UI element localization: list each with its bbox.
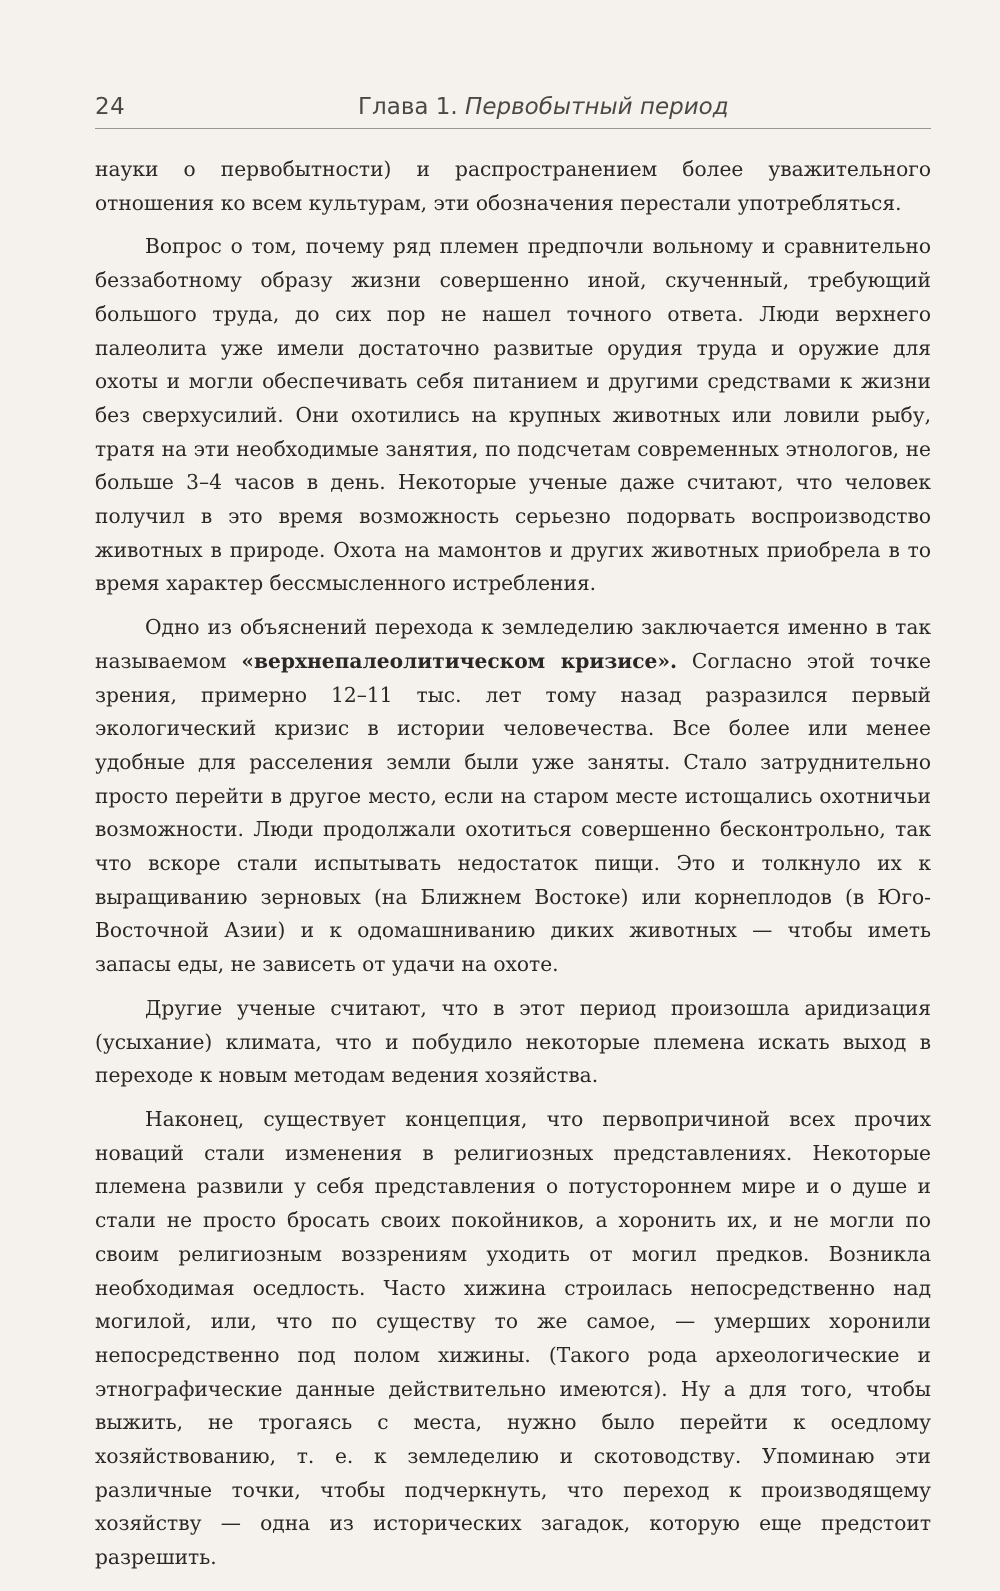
- page-number: 24: [95, 94, 126, 120]
- running-header: [95, 92, 931, 129]
- paragraph-text: Одно из объяснений перехода к земледелию заключается именно в так называемом: [95, 615, 931, 673]
- chapter-heading: [358, 94, 729, 120]
- paragraph: [95, 611, 931, 982]
- chapter-label: Глава 1.: [358, 94, 458, 120]
- chapter-title: Первобытный период: [465, 94, 729, 120]
- paragraph: Вопрос о том, почему ряд племен предпочли вольному и сравнительно беззаботному образу жизни совершенно иной, скученный, требующий большого труда, до сих пор не нашел точного ответа. Люди верхнего палеолита уже имели достаточно развитые орудия труда и оружие для охоты и могли обеспечивать себя питанием и другими средствами к жизни без сверхусилий. Они охотились на крупных животных или ловили рыбу, тратя на эти необходимые занятия, по подсчетам современных этнологов, не больше 3–4 часов в день. Некоторые ученые даже считают, что человек получил в это время возможность серьезно подорвать воспроизводство животных в природе. Охота на мамонтов и других животных приобрела в то время характер бессмысленного истребления.: [95, 234, 931, 596]
- paragraph: Наконец, существует концепция, что первопричиной всех прочих новаций стали изменения в религиозных представлениях. Некоторые племена развили у себя представления о потустороннем мире и о душе и стали не просто бросать своих покойников, а хоронить их, и не могли по своим религиозным воззрениям уходить от могил предков. Возникла необходимая оседлость. Часто хижина строилась непосредственно над могилой, или, что по существу то же самое, — умерших хоронили непосредственно под полом хижины. (Такого рода археологические и этнографические данные действительно имеются). Ну а для того, чтобы выжить, не трогаясь с места, нужно было перейти к оседлому хозяйствованию, т. е. к земледелию и скотоводству. Упоминаю эти различные точки, чтобы подчеркнуть, что переход к производящему хозяйству — одна из исторических загадок, которую еще предстоит разрешить.: [95, 1106, 931, 1570]
- paragraph: Другие ученые считают, что в этот период произошла аридизация (усыхание) климата, что и побудило некоторые племена искать выход в переходе к новым методам ведения хозяйства.: [95, 995, 931, 1088]
- paragraph-text: Согласно этой точке зрения, примерно 12–11 тыс. лет тому назад разразился первый экологический кризис в истории человечества. Все более или менее удобные для расселения земли были уже заняты. Стало затруднительно просто перейти в другое место, если на старом месте истощались охотничьи возможности. Люди продолжали охотиться совершенно бесконтрольно, так что вскоре стали испытывать недостаток пищи. Это и толкнуло их к выращиванию зерновых (на Ближнем Востоке) или корнеплодов (в Юго-Восточной Азии) и к одомашниванию диких животных — чтобы иметь запасы еды, не зависеть от удачи на охоте.: [95, 648, 931, 977]
- bold-term: «верхнепалеолитическом кризисе».: [241, 648, 678, 673]
- paragraph-continuation: науки о первобытности) и распространением более уважительного отношения ко всем культурам, эти обозначения перестали употребляться.: [95, 157, 931, 215]
- body-text: [95, 153, 931, 1575]
